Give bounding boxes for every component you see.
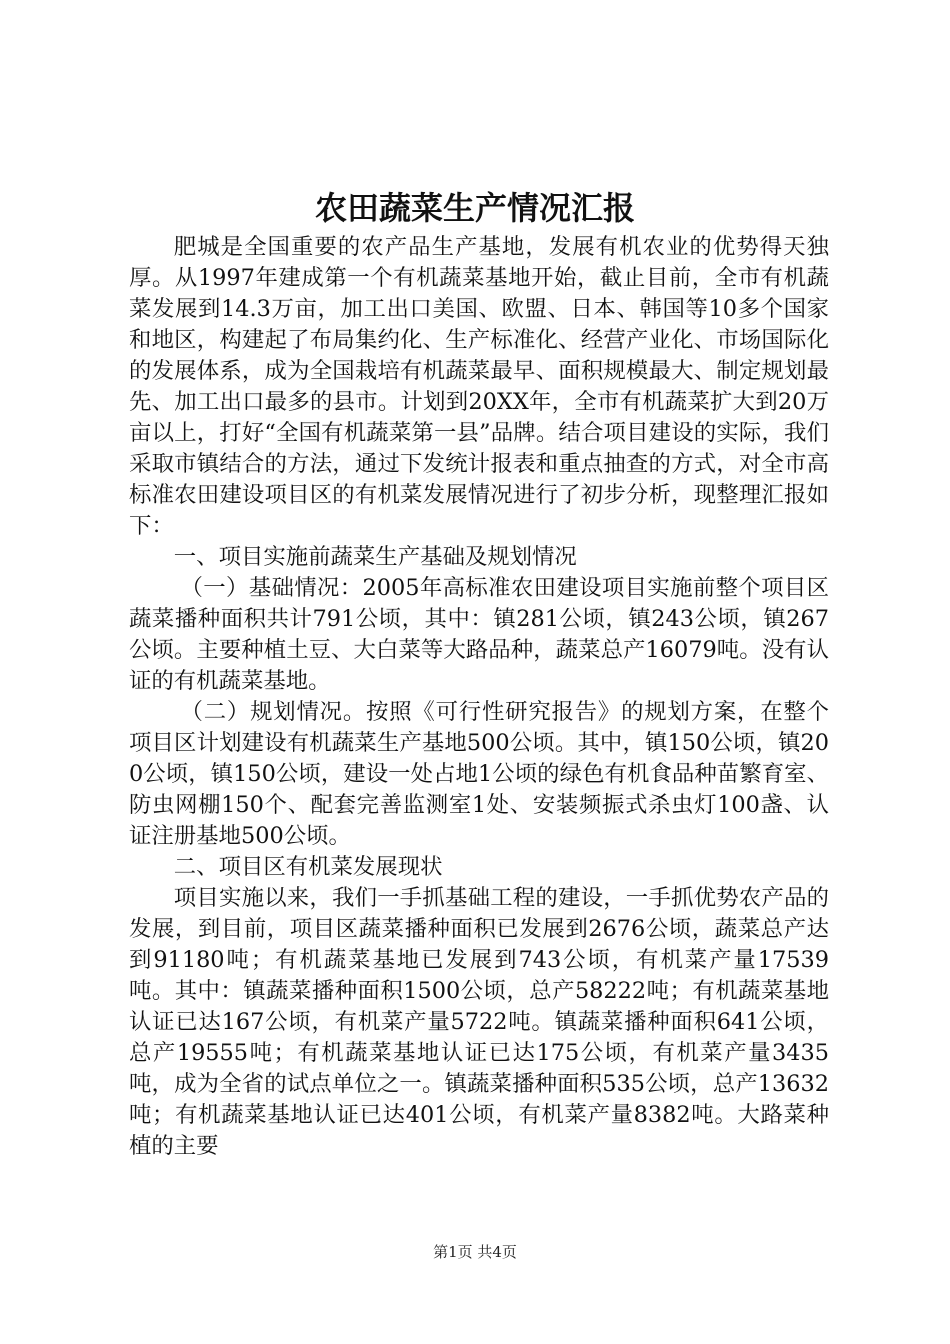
paragraph-current-status: 项目实施以来，我们一手抓基础工程的建设，一手抓优势农产品的发展，到目前，项目区蔬菜播种面积已发展到2676公顷，蔬菜总产达到91180吨；有机蔬菜基地已发展到743公顷，有机菜产量17539吨。其中：镇蔬菜播种面积1500公顷，总产58222吨；有机蔬菜基地认证已达167公顷，有机菜产量5722吨。镇蔬菜播种面积641公顷，总产19555吨；有机蔬菜基地认证已达175公顷，有机菜产量3435吨，成为全省的试点单位之一。镇蔬菜播种面积535公顷，总产13632吨；有机蔬菜基地认证已达401公顷，有机菜产量8382吨。大路菜种植的主要 [129,885,829,1159]
section-heading-1: 一、项目实施前蔬菜生产基础及规划情况 [173,544,577,570]
page-footer: 第1页 共4页 [433,1243,517,1261]
section-heading-2: 二、项目区有机菜发展现状 [173,854,443,880]
document-title: 农田蔬菜生产情况汇报 [314,189,635,227]
paragraph-basic-situation: （一）基础情况：2005年高标准农田建设项目实施前整个项目区蔬菜播种面积共计791公顷，其中：镇281公顷，镇243公顷，镇267公顷。主要种植土豆、大白菜等大路品种，蔬菜总产16079吨。没有认证的有机蔬菜基地。 [129,575,829,694]
document-body [129,232,829,1162]
paragraph-intro: 肥城是全国重要的农产品生产基地，发展有机农业的优势得天独厚。从1997年建成第一个有机蔬菜基地开始，截止目前，全市有机蔬菜发展到14.3万亩，加工出口美国、欧盟、日本、韩国等10多个国家和地区，构建起了布局集约化、生产标准化、经营产业化、市场国际化的发展体系，成为全国栽培有机蔬菜最早、面积规模最大、制定规划最先、加工出口最多的县市。计划到20XX年，全市有机蔬菜扩大到20万亩以上，打好“全国有机蔬菜第一县”品牌。结合项目建设的实际，我们采取市镇结合的方法，通过下发统计报表和重点抽查的方式，对全市高标准农田建设项目区的有机菜发展情况进行了初步分析，现整理汇报如下： [129,234,829,539]
paragraph-planning-situation: （二）规划情况。按照《可行性研究报告》的规划方案，在整个项目区计划建设有机蔬菜生产基地500公顷。其中，镇150公顷，镇200公顷，镇150公顷，建设一处占地1公顷的绿色有机食品种苗繁育室、防虫网棚150个、配套完善监测室1处、安装频振式杀虫灯100盏、认证注册基地500公顷。 [129,699,829,849]
